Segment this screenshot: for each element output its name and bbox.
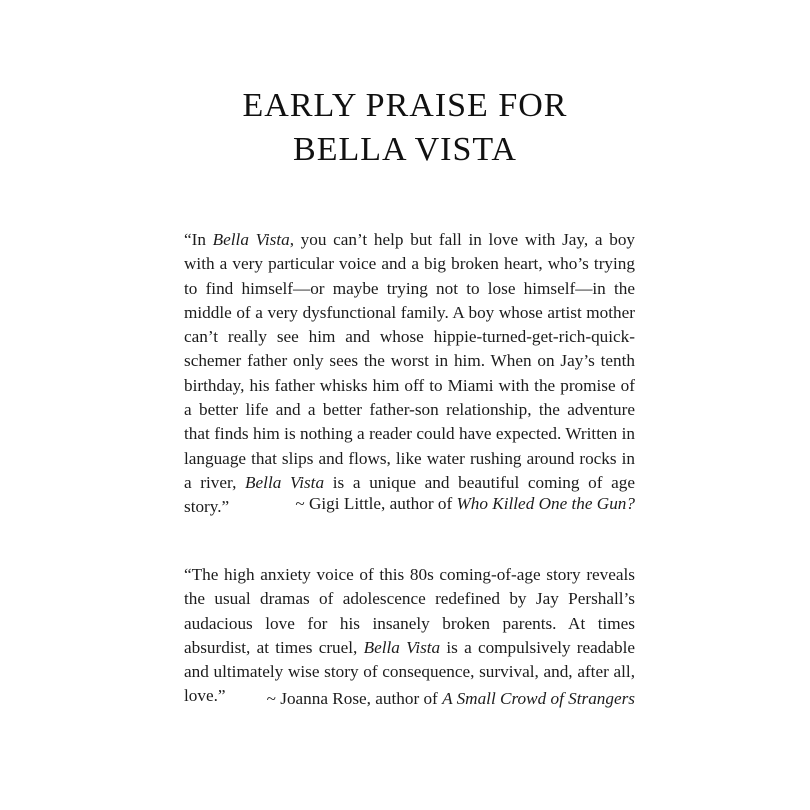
attribution-work: Who Killed One the Gun?	[456, 494, 635, 513]
quote-text: , you can’t help but fall in love with Jay, a boy with a very particular voice and a big broken heart, who’s trying to find himself—or maybe trying not to lose himself—in the middle of a very dysfunctional family. A boy whose artist mother can’t really see him and whose hippie-turned-get-rich-quick-schemer father only sees the worst in him. When on Jay’s tenth birthday, his father whisks him off to Miami with the promise of a better life and a better father-son relationship, the adventure that finds him is nothing a reader could have expected. Written in language that slips and flows, like water rushing around rocks in a river,	[184, 230, 636, 492]
quote-text: is a unique and beautiful coming of age story.”	[184, 472, 636, 517]
blurb-quote-1	[184, 228, 635, 520]
page-title	[0, 84, 810, 172]
page-title-line-2: BELLA VISTA	[293, 131, 517, 168]
quote-text: is a compulsively readable and ultimately wise story of consequence, survival, and, after all, love.”	[184, 637, 635, 706]
quote-text: “The high anxiety voice of this 80s coming-of-age story reveals the usual dramas of adolescence redefined by Jay Pershall’s audacious love for his insanely broken parents. At times absurdist, at times cruel,	[184, 565, 635, 657]
attribution-work: A Small Crowd of Strangers	[442, 689, 635, 708]
quote-text: “In	[184, 230, 213, 249]
blurb-attribution-2	[184, 687, 635, 711]
page-title-line-1: EARLY PRAISE FOR	[242, 87, 568, 124]
book-title-italic: Bella Vista	[245, 472, 325, 492]
book-title-italic: Bella Vista	[212, 230, 290, 249]
attribution-author: ~ Gigi Little, author of	[295, 494, 457, 513]
book-title-italic: Bella Vista	[363, 637, 441, 657]
attribution-author: ~ Joanna Rose, author of	[266, 689, 443, 708]
blurb-attribution-1	[184, 492, 635, 516]
